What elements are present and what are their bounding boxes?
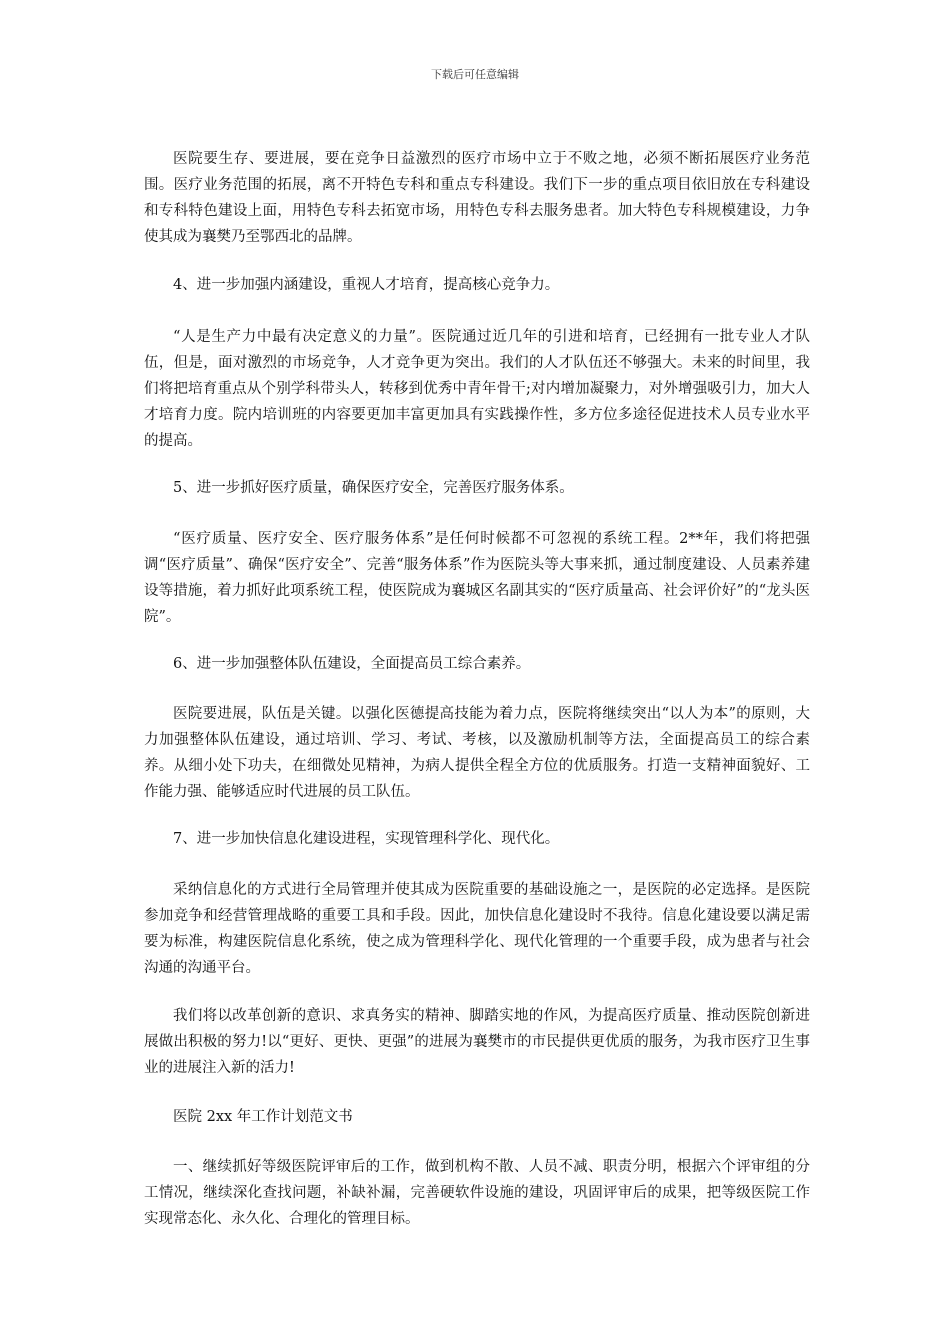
page-header: 下载后可任意编辑 <box>431 68 519 81</box>
paragraph-hospital-review: 一、继续抓好等级医院评审后的工作，做到机构不散、人员不减、职责分明，根据六个评审组的分工情况，继续深化查找问题，补缺补漏，完善硬软件设施的建设，巩固评审后的成果，把等级医院工作实现常态化、永久化、合理化的管理目标。 <box>144 1159 810 1227</box>
paragraph-specialty-development: 医院要生存、要进展，要在竞争日益激烈的医疗市场中立于不败之地，必须不断拓展医疗业务范围。医疗业务范围的拓展，离不开特色专科和重点专科建设。我们下一步的重点项目依旧放在专科建设和专科特色建设上面，用特色专科去拓宽市场，用特色专科去服务患者。加大特色专科规模建设，力争使其成为襄樊乃至鄂西北的品牌。 <box>144 151 810 245</box>
paragraph-talent-training: “人是生产力中最有决定意义的力量”。医院通过近几年的引进和培育，已经拥有一批专业人才队伍，但是，面对激烈的市场竞争，人才竞争更为突出。我们的人才队伍还不够强大。未来的时间里，我们将把培育重点从个别学科带头人，转移到优秀中青年骨干;对内增加凝聚力，对外增强吸引力，加大人才培育力度。院内培训班的内容要更加丰富更加具有实践操作性，多方位多途径促进技术人员专业水平的提高。 <box>144 329 810 449</box>
paragraph-conclusion: 我们将以改革创新的意识、求真务实的精神、脚踏实地的作风，为提高医疗质量、推动医院创新进展做出积极的努力!以“更好、更快、更强”的进展为襄樊市的市民提供更优质的服务，为我市医疗卫生事业的进展注入新的活力! <box>144 1008 810 1076</box>
section-heading-7: 7、进一步加快信息化建设进程，实现管理科学化、现代化。 <box>173 831 560 847</box>
section-heading-6: 6、进一步加强整体队伍建设，全面提高员工综合素养。 <box>173 656 531 672</box>
paragraph-medical-quality: “医疗质量、医疗安全、医疗服务体系”是任何时候都不可忽视的系统工程。2**年，我们将把强调“医疗质量”、确保“医疗安全”、完善“服务体系”作为医院头等大事来抓，通过制度建设、人员素养建设等措施，着力抓好此项系统工程，使医院成为襄城区名副其实的“医疗质量高、社会评价好”的“龙头医院”。 <box>144 531 810 625</box>
paragraph-team-building: 医院要进展，队伍是关键。以强化医德提高技能为着力点，医院将继续突出“以人为本”的原则，大力加强整体队伍建设，通过培训、学习、考试、考核，以及激励机制等方法，全面提高员工的综合素养。从细小处下功夫，在细微处见精神，为病人提供全程全方位的优质服务。打造一支精神面貌好、工作能力强、能够适应时代进展的员工队伍。 <box>144 706 810 800</box>
document-subtitle: 医院 2xx 年工作计划范文书 <box>173 1109 353 1125</box>
paragraph-informatization: 采纳信息化的方式进行全局管理并使其成为医院重要的基础设施之一，是医院的必定选择。是医院参加竞争和经营管理战略的重要工具和手段。因此，加快信息化建设时不我待。信息化建设要以满足需要为标准，构建医院信息化系统，使之成为管理科学化、现代化管理的一个重要手段，成为患者与社会沟通的沟通平台。 <box>144 882 810 976</box>
section-heading-5: 5、进一步抓好医疗质量，确保医疗安全，完善医疗服务体系。 <box>173 480 574 496</box>
section-heading-4: 4、进一步加强内涵建设，重视人才培育，提高核心竞争力。 <box>173 277 560 293</box>
